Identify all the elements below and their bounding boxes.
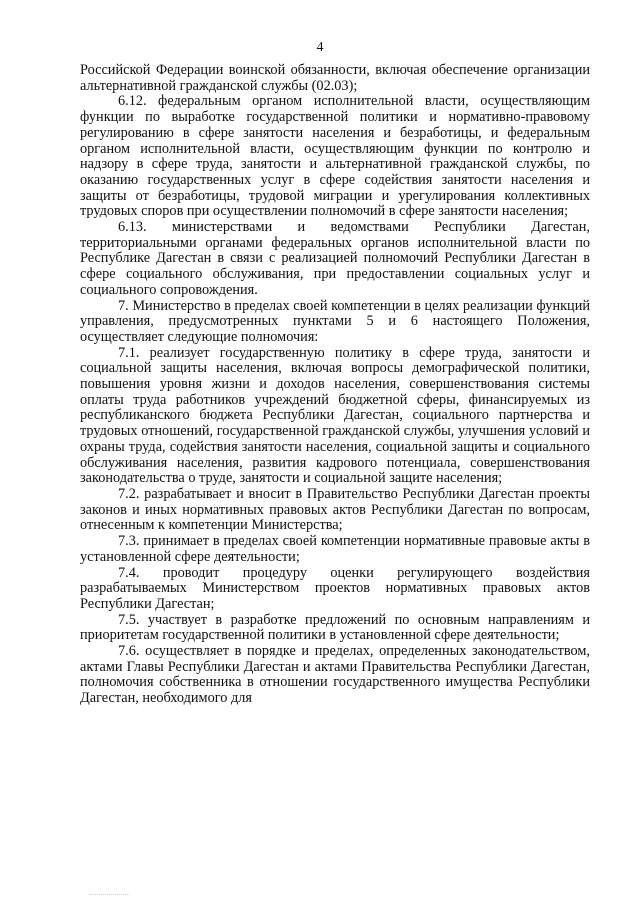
paragraph-continuation: Российской Федерации воинской обязанности, включая обеспечение организации альтернативной гражданской службы (02.03); [80,62,590,94]
paragraph-7-6: 7.6. осуществляет в порядке и пределах, определенных законодательством, актами Главы Республики Дагестан и актами Правительства Республики Дагестан, полномочия собственника в отношении государственного имущества Республики Дагестан, необходимого для [80,643,590,707]
scan-artifact [90,894,130,895]
paragraph-7-4: 7.4. проводит процедуру оценки регулирующего воздействия разрабатываемых Министерством проектов нормативных правовых актов Республики Дагестан; [80,564,590,612]
paragraph-6-13: 6.13. министерствами и ведомствами Республики Дагестан, территориальными органами федеральных органов исполнительной власти по Республике Дагестан в связи с реализацией полномочий Республики Дагестан в сфере социального обслуживания, при предоставлении социальных услуг и социального сопровождения. [80,219,590,298]
paragraph-7-2: 7.2. разрабатывает и вносит в Правительство Республики Дагестан проекты законов и иных нормативных правовых актов Республики Дагестан по вопросам, отнесенным к компетенции Министерства; [80,485,590,534]
page-number: 4 [316,40,324,55]
paragraph-7-3: 7.3. принимает в пределах своей компетенции нормативные правовые акты в установленной сфере деятельности; [80,533,590,565]
paragraph-6-12: 6.12. федеральным органом исполнительной власти, осуществляющим функции по выработке государственной политики и нормативно-правовому регулированию в сфере занятости населения и безработицы, и федеральным органом исполнительной власти, осуществляющим функции по контролю и надзору в сфере труда, занятости и альтернативной гражданской службы, по оказанию государственных услуг в сфере содействия занятости населения и защиты от безработицы, трудовой миграции и урегулирования коллективных трудовых споров при осуществлении полномочий в сфере занятости населения; [80,93,590,220]
paragraph-7: 7. Министерство в пределах своей компетенции в целях реализации функций управления, предусмотренных пунктами 5 и 6 настоящего Положения, осуществляет следующие полномочия: [80,297,590,345]
document-body [80,63,590,707]
paragraph-7-1: 7.1. реализует государственную политику в сфере труда, занятости и социальной защиты населения, включая вопросы демографической политики, повышения уровня жизни и доходов населения, совершенствования системы оплаты труда работников учреждений бюджетной сферы, финансируемых из республиканского бюджета Республики Дагестан, социального партнерства и трудовых отношений, государственной гражданской службы, улучшения условий и охраны труда, содействия занятости населения, социальной защиты и социального обслуживания населения, развития кадрового потенциала, совершенствования законодательства о труде, занятости и социальной защите населения; [80,344,590,487]
paragraph-7-5: 7.5. участвует в разработке предложений по основным направлениям и приоритетам государственной политики в установленной сфере деятельности; [80,611,590,644]
